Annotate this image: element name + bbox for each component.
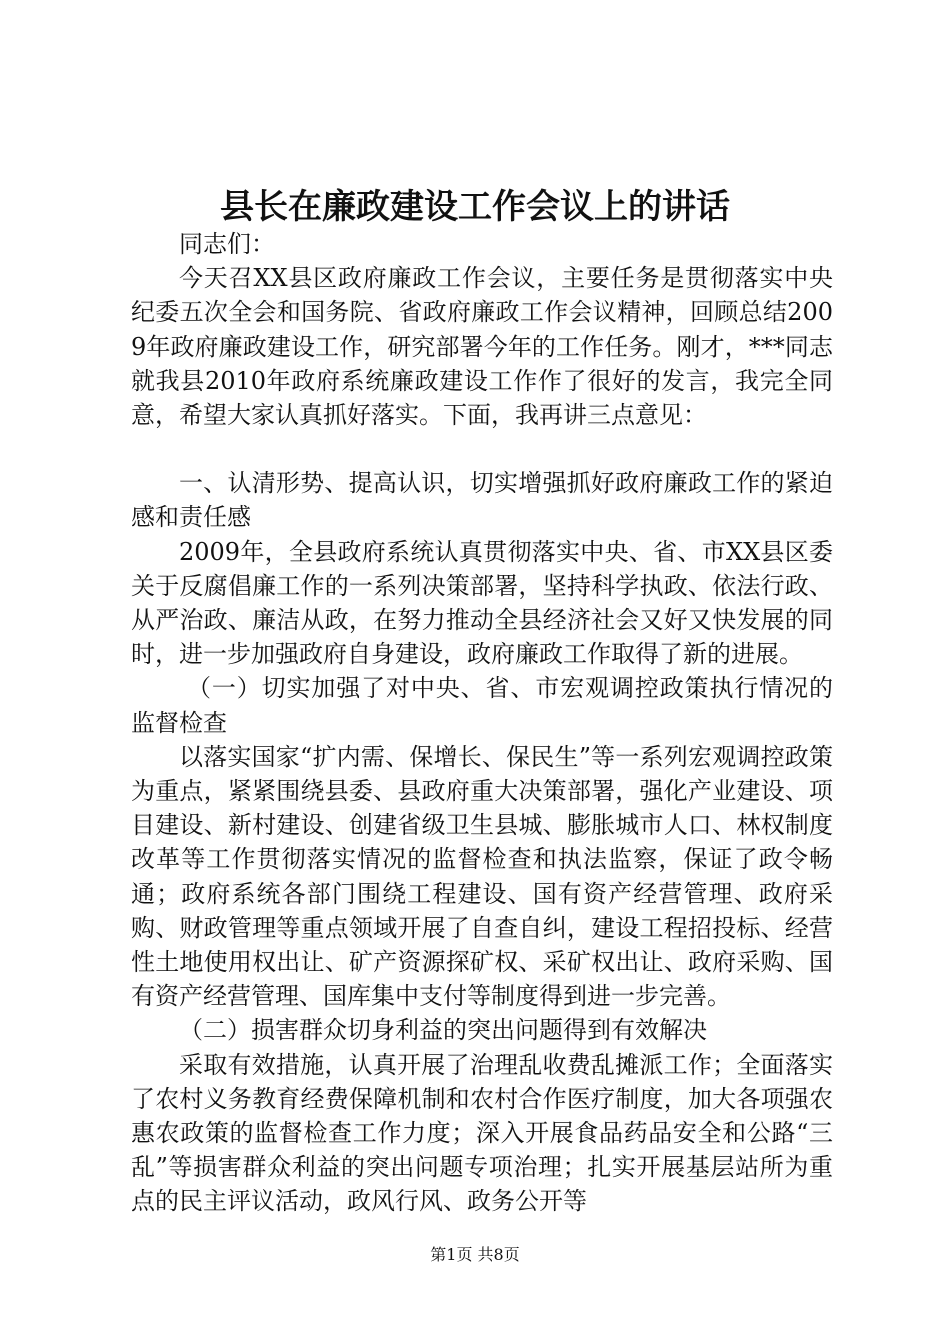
paragraph-spacer bbox=[131, 432, 833, 466]
paragraph-macro-control: 以落实国家“扩内需、保增长、保民生”等一系列宏观调控政策为重点，紧紧围绕县委、县政府重大决策部署，强化产业建设、项目建设、新村建设、创建省级卫生县城、膨胀城市人口、林权制度改革等工作贯彻落实情况的监督检查和执法监察，保证了政令畅通；政府系统各部门围绕工程建设、国有资产经营管理、政府采购、财政管理等重点领域开展了自查自纠，建设工程招投标、经营性土地使用权出让、矿产资源探矿权、采矿权出让、政府采购、国有资产经营管理、国库集中支付等制度得到进一步完善。 bbox=[131, 742, 833, 1011]
document-body bbox=[131, 227, 833, 1219]
paragraph-public-interest: 采取有效措施，认真开展了治理乱收费乱摊派工作；全面落实了农村义务教育经费保障机制和农村合作医疗制度，加大各项强农惠农政策的监督检查工作力度；深入开展食品药品安全和公路“三乱”等损害群众利益的突出问题专项治理；扎实开展基层站所为重点的民主评议活动，政风行风、政务公开等 bbox=[131, 1050, 833, 1216]
section-heading-1: 一、认清形势、提高认识，切实增强抓好政府廉政工作的紧迫感和责任感 bbox=[131, 469, 833, 532]
salutation: 同志们： bbox=[179, 230, 275, 258]
paragraph-2009-summary: 2009年，全县政府系统认真贯彻落实中央、省、市XX县区委关于反腐倡廉工作的一系列决策部署，坚持科学执政、依法行政、从严治政、廉洁从政，在努力推动全县经济社会又好又快发展的同时，进一步加强政府自身建设，政府廉政工作取得了新的进展。 bbox=[131, 537, 833, 669]
subsection-heading-1: （一）切实加强了对中央、省、市宏观调控政策执行情况的监督检查 bbox=[131, 674, 833, 737]
document-title: 县长在廉政建设工作会议上的讲话 bbox=[220, 187, 730, 227]
paragraph-intro: 今天召XX县区政府廉政工作会议，主要任务是贯彻落实中央纪委五次全会和国务院、省政府廉政工作会议精神，回顾总结2009年政府廉政建设工作，研究部署今年的工作任务。刚才，***同志就我县2010年政府系统廉政建设工作作了很好的发言，我完全同意，希望大家认真抓好落实。下面，我再讲三点意见： bbox=[131, 264, 833, 430]
subsection-heading-2: （二）损害群众切身利益的突出问题得到有效解决 bbox=[179, 1016, 707, 1045]
page-footer: 第1页 共8页 bbox=[430, 1245, 520, 1264]
